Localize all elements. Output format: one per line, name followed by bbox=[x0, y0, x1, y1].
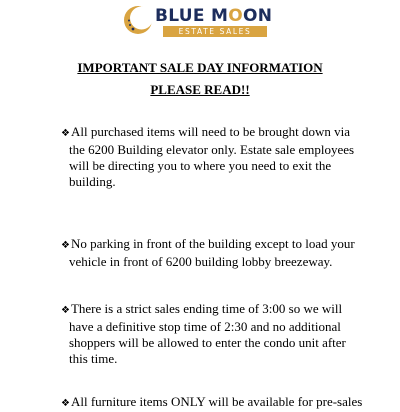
bullet-line: All furniture items ONLY will be available for pre-sales bbox=[70, 394, 363, 409]
page-subtitle: PLEASE READ!! bbox=[150, 82, 250, 97]
bullet-line: shoppers will be allowed to enter the condo unit after bbox=[69, 335, 346, 350]
page-title: IMPORTANT SALE DAY INFORMATION bbox=[77, 60, 323, 75]
bullet-line: this time. bbox=[69, 351, 118, 366]
bullet-line: All purchased items will need to be brought down via bbox=[70, 124, 351, 139]
bullet-line: the 6200 Building elevator only. Estate sale employees bbox=[69, 142, 355, 157]
bullet-line: building. bbox=[69, 174, 116, 189]
info-bullet-parking bbox=[61, 236, 361, 270]
crescent-moon-icon bbox=[122, 4, 154, 36]
diamond-bullet-icon: ❖ bbox=[61, 398, 70, 409]
diamond-bullet-icon: ❖ bbox=[61, 128, 70, 139]
diamond-bullet-icon: ❖ bbox=[61, 240, 70, 251]
bullet-line: have a definitive stop time of 2:30 and no additional bbox=[69, 319, 341, 334]
bullet-line: No parking in front of the building except to load your bbox=[70, 236, 355, 251]
logo-wordmark: BLUE MOON bbox=[155, 6, 273, 26]
bullet-line: There is a strict sales ending time of 3:00 so we will bbox=[70, 301, 343, 316]
info-bullet-furniture bbox=[61, 394, 361, 412]
logo-tagline: ESTATE SALES bbox=[163, 26, 267, 37]
blue-moon-logo bbox=[122, 4, 282, 40]
info-bullet-ending-time bbox=[61, 301, 361, 367]
diamond-bullet-icon: ❖ bbox=[61, 305, 70, 316]
bullet-line: vehicle in front of 6200 building lobby breezeway. bbox=[69, 254, 333, 269]
bullet-line: will be directing you to where you need to exit the bbox=[69, 158, 332, 173]
info-bullet-elevator bbox=[61, 124, 361, 190]
